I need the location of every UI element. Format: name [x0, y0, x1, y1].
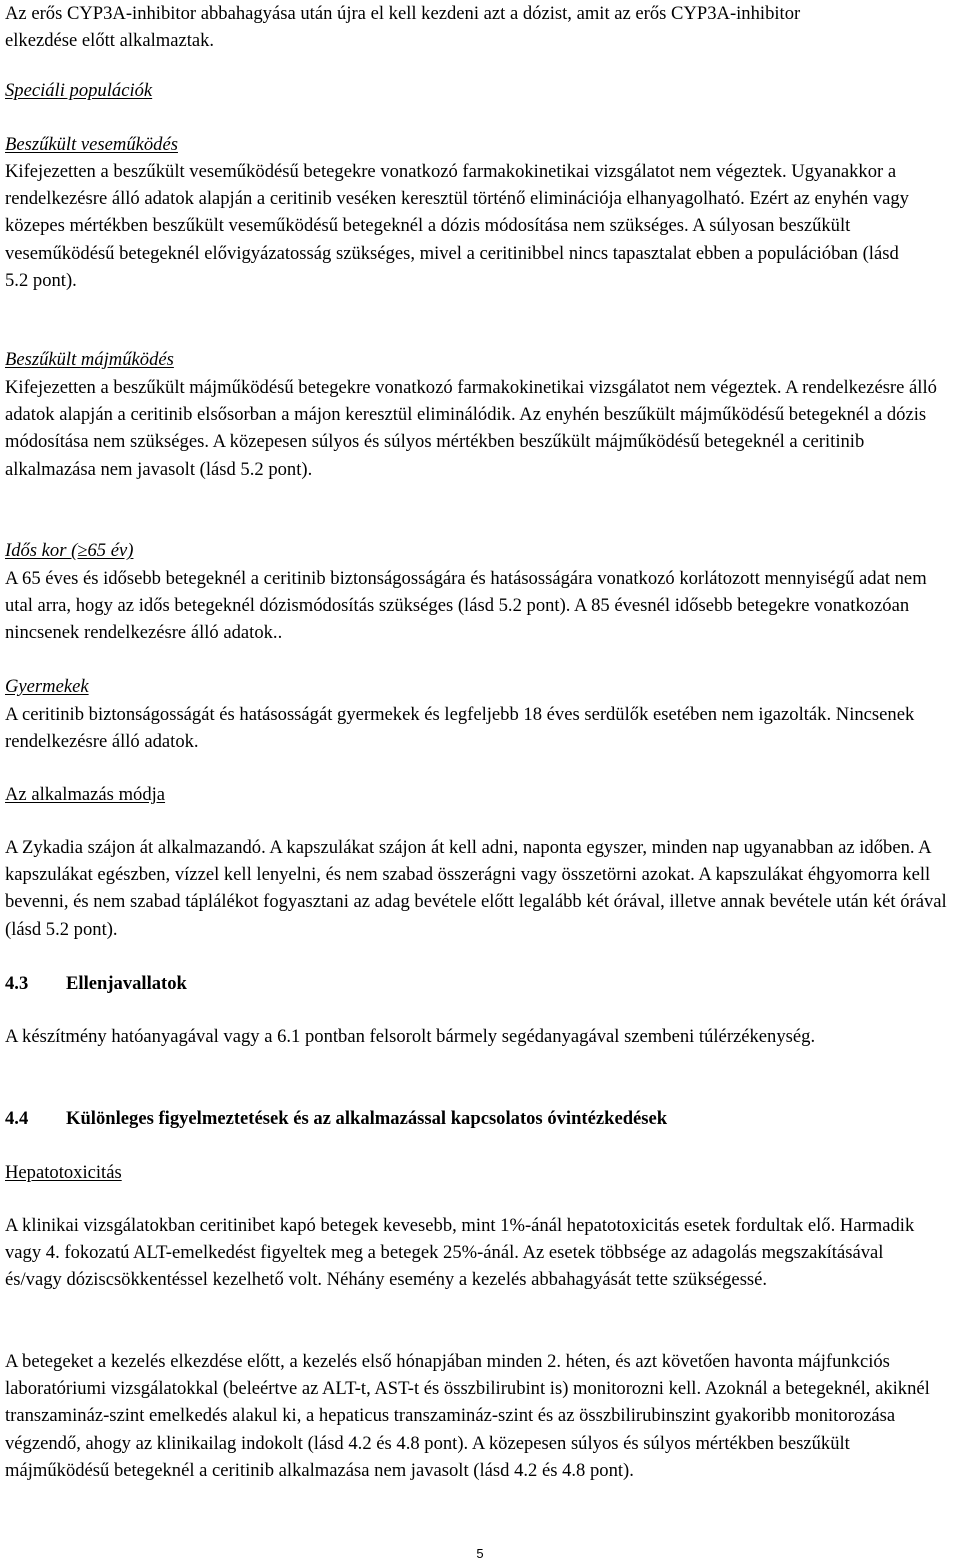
renal-impairment-paragraph: Kifejezetten a beszűkült veseműködésű betegekre vonatkozó farmakokinetikai vizsgálatot nem végeztek. Ugyanakkor a rendelkezésre álló adatok alapján a ceritinib veséken keresztül történő eliminációja elhanyagolható. Ezért az enyhén vagy közepes mértékben beszűkült veseműködésű betegeknél a dózis módosítása nem szükséges. A súlyosan beszűkült veseműködésű betegeknél elővigyázatosság szükséges, mivel a ceritinibbel nincs tapasztalat ebben a populációban (lásd 5.2 pont).	[5, 161, 909, 291]
section-4-3-number: 4.3	[5, 973, 29, 994]
hepatic-impairment-heading: Beszűkült májműködés	[5, 349, 174, 370]
intro-paragraph: Az erős CYP3A-inhibitor abbahagyása után újra el kell kezdeni azt a dózist, amit az erős CYP3A-inhibitor elkezdése előtt alkalmaztak.	[5, 3, 801, 52]
contraindications-paragraph: A készítmény hatóanyagával vagy a 6.1 pontban felsorolt bármely segédanyagával szembeni túlérzékenység.	[5, 1026, 816, 1047]
administration-heading: Az alkalmazás módja	[5, 784, 166, 805]
children-paragraph: A ceritinib biztonságosságát és hatásosságát gyermekek és legfeljebb 18 éves serdülők esetében nem igazolták. Nincsenek rendelkezésre álló adatok.	[5, 704, 915, 753]
elderly-paragraph: A 65 éves és idősebb betegeknél a ceritinib biztonságosságára és hatásosságára vonatkozó korlátozott mennyiségű adat nem utal arra, hogy az idős betegeknél dózismódosítás szükséges (lásd 5.2 pont). A 85 évesnél idősebb betegekre vonatkozóan nincsenek rendelkezésre álló adatok..	[5, 568, 927, 644]
section-4-4-heading	[5, 1105, 667, 1132]
section-4-4-title: Különleges figyelmeztetések és az alkalmazással kapcsolatos óvintézkedések	[66, 1108, 668, 1129]
children-heading: Gyermekek	[5, 676, 89, 697]
page-number: 5	[476, 1546, 484, 1561]
administration-paragraph: A Zykadia szájon át alkalmazandó. A kapszulákat szájon át kell adni, naponta egyszer, minden nap ugyanabban az időben. A kapszulákat egészben, vízzel kell lenyelni, és nem szabad összerágni vagy összetörni azokat. A kapszulákat éhgyomorra kell bevenni, és nem szabad táplálékot fogyasztani az adag bevétele előtt legalább két órával, illetve annak bevétele után két órával (lásd 5.2 pont).	[5, 837, 947, 940]
section-4-3-heading	[5, 970, 187, 997]
section-4-4-number: 4.4	[5, 1108, 29, 1129]
hepatic-impairment-paragraph: Kifejezetten a beszűkült májműködésű betegekre vonatkozó farmakokinetikai vizsgálatot nem végeztek. A rendelkezésre álló adatok alapján a ceritinib elsősorban a májon keresztül eliminálódik. Az enyhén beszűkült májműködésű betegeknél a dózis módosítása nem szükséges. A közepesen súlyos és súlyos mértékben beszűkült májműködésű betegeknél a ceritinib alkalmazása nem javasolt (lásd 5.2 pont).	[5, 377, 937, 480]
renal-impairment-heading: Beszűkült veseműködés	[5, 134, 178, 155]
hepatotoxicity-paragraph-2: A betegeket a kezelés elkezdése előtt, a kezelés első hónapjában minden 2. héten, és azt követően havonta májfunkciós laboratóriumi vizsgálatokkal (beleértve az ALT-t, AST-t és összbilirubint is) monitorozni kell. Azoknál a betegeknél, akiknél transzamináz-szint emelkedés alakul ki, a hepaticus transzamináz-szint és az összbilirubinszint gyakoribb monitorozása végzendő, ahogy az klinikailag indokolt (lásd 4.2 és 4.8 pont). A közepesen súlyos és súlyos mértékben beszűkült májműködésű betegeknél a ceritinib alkalmazása nem javasolt (lásd 4.2 és 4.8 pont).	[5, 1351, 930, 1481]
elderly-heading: Idős kor (≥65 év)	[5, 540, 134, 561]
special-populations-heading: Speciáli populációk	[5, 80, 153, 101]
hepatotoxicity-heading: Hepatotoxicitás	[5, 1162, 122, 1183]
hepatotoxicity-paragraph-1: A klinikai vizsgálatokban ceritinibet kapó betegek kevesebb, mint 1%-ánál hepatotoxicitás esetek fordultak elő. Harmadik vagy 4. fokozatú ALT-emelkedést figyeltek meg a betegek 25%-ánál. Az esetek többsége az adagolás megszakításával és/vagy dóziscsökkentéssel kezelhető volt. Néhány esemény a kezelés abbahagyását tette szükségessé.	[5, 1215, 915, 1291]
section-4-3-title: Ellenjavallatok	[66, 973, 187, 994]
